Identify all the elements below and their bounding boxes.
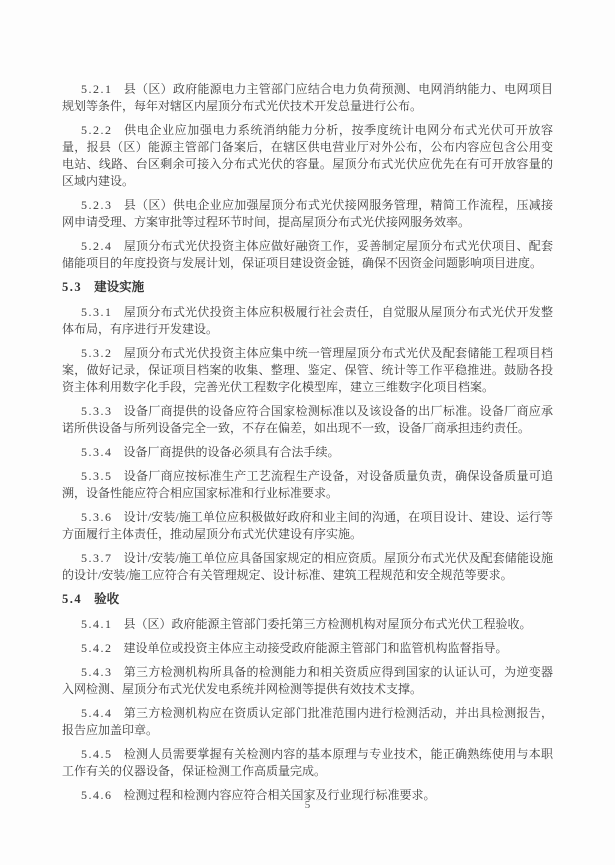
clause-text: 县（区）供电企业应加强屋顶分布式光伏接网服务管理，精简工作流程，压减接网申请受理、方案审批等过程环节时间，提高屋顶分布式光伏接网服务效率。 (62, 198, 553, 229)
clause-5-4-1 (62, 616, 553, 633)
clause-number: 5.4.1 (81, 617, 113, 631)
clause-text: 设计/安装/施工单位应积极做好政府和业主间的沟通，在项目设计、建设、运行等方面履行主体责任，推动屋顶分布式光伏建设有序实施。 (62, 510, 553, 541)
clause-5-3-6 (62, 509, 553, 543)
clause-number: 5.4.3 (81, 665, 113, 679)
clause-text: 设计/安装/施工单位应具备国家规定的相应资质。屋顶分布式光伏及配套储能设施的设计/安装/施工应符合有关管理规定、设计标准、建筑工程规范和安全规范等要求。 (62, 551, 553, 582)
clause-text: 县（区）政府能源主管部门委托第三方检测机构对屋顶分布式光伏工程验收。 (123, 617, 532, 631)
clause-number: 5.3.4 (81, 445, 113, 459)
clause-text: 屋顶分布式光伏投资主体应积极履行社会责任，自觉服从屋顶分布式光伏开发整体布局，有序进行开发建设。 (62, 305, 553, 336)
clause-number: 5.4.4 (81, 706, 113, 720)
clause-5-4-3 (62, 664, 553, 698)
clause-text: 建设单位或投资主体应主动接受政府能源主管部门和监管机构监督指导。 (123, 641, 508, 655)
clause-5-4-5 (62, 746, 553, 780)
clause-number: 5.4.5 (81, 747, 113, 761)
section-number: 5.4 (62, 592, 83, 606)
section-title: 验收 (94, 592, 120, 606)
section-number: 5.3 (62, 280, 83, 294)
document-body (62, 81, 553, 811)
clause-text: 供电企业应加强电力系统消纳能力分析，按季度统计电网分布式光伏可开放容量，报县（区）能源主管部门备案后，在辖区供电营业厅对外公布，公布内容应包含公用变电站、线路、台区剩余可接入分布式光伏的容量。屋顶分布式光伏应优先在有可开放容量的区域内建设。 (62, 123, 553, 188)
clause-text: 屋顶分布式光伏投资主体应做好融资工作，妥善制定屋顶分布式光伏项目、配套储能项目的年度投资与发展计划，保证项目建设资金链，确保不因资金问题影响项目进度。 (62, 239, 553, 270)
clause-text: 设备厂商提供的设备应符合国家检测标准以及该设备的出厂标准。设备厂商应承诺所供设备与所列设备完全一致，不存在偏差，如出现不一致，设备厂商承担违约责任。 (62, 404, 553, 435)
clause-5-3-1 (62, 304, 553, 338)
clause-5-4-2 (62, 640, 553, 657)
clause-text: 第三方检测机构所具备的检测能力和相关资质应得到国家的认证认可，为逆变器入网检测、屋顶分布式光伏发电系统并网检测等提供有效技术支撑。 (62, 665, 553, 696)
clause-5-2-3 (62, 197, 553, 231)
clause-number: 5.2.3 (81, 198, 113, 212)
section-heading-5-3 (62, 279, 553, 296)
clause-text: 第三方检测机构应在资质认定部门批准范围内进行检测活动，并出具检测报告，报告应加盖印章。 (62, 706, 553, 737)
clause-number: 5.2.2 (81, 123, 113, 137)
clause-number: 5.3.7 (81, 551, 113, 565)
clause-number: 5.3.1 (81, 305, 113, 319)
clause-5-2-4 (62, 238, 553, 272)
section-heading-5-4 (62, 591, 553, 608)
clause-number: 5.3.5 (81, 469, 113, 483)
clause-5-3-2 (62, 345, 553, 396)
clause-number: 5.4.2 (81, 641, 113, 655)
clause-5-3-3 (62, 403, 553, 437)
page-number: 5 (304, 799, 311, 811)
clause-number: 5.4.6 (81, 788, 113, 802)
section-title: 建设实施 (94, 280, 145, 294)
clause-5-3-5 (62, 468, 553, 502)
clause-text: 县（区）政府能源电力主管部门应结合电力负荷预测、电网消纳能力、电网项目规划等条件，每年对辖区内屋顶分布式光伏技术开发总量进行公布。 (62, 82, 553, 113)
clause-number: 5.3.2 (81, 346, 113, 360)
clause-number: 5.2.1 (81, 82, 113, 96)
clause-number: 5.3.6 (81, 510, 113, 524)
clause-text: 设备厂商应按标准生产工艺流程生产设备，对设备质量负责，确保设备质量可追溯，设备性能应符合相应国家标准和行业标准要求。 (62, 469, 553, 500)
clause-5-4-4 (62, 705, 553, 739)
clause-5-2-2 (62, 122, 553, 190)
clause-text: 屋顶分布式光伏投资主体应集中统一管理屋顶分布式光伏及配套储能工程项目档案，做好记录，保证项目档案的收集、整理、鉴定、保管、统计等工作平稳推进。鼓励各投资主体利用数字化手段，完善光伏工程数字化模型库，建立三维数字化项目档案。 (62, 346, 553, 394)
clause-number: 5.2.4 (81, 239, 113, 253)
clause-5-2-1 (62, 81, 553, 115)
clause-number: 5.3.3 (81, 404, 113, 418)
clause-5-3-4 (62, 444, 553, 461)
clause-text: 设备厂商提供的设备必须具有合法手续。 (123, 445, 340, 459)
clause-text: 检测过程和检测内容应符合相关国家及行业现行标准要求。 (123, 788, 436, 802)
clause-5-3-7 (62, 550, 553, 584)
clause-text: 检测人员需要掌握有关检测内容的基本原理与专业技术，能正确熟练使用与本职工作有关的仪器设备，保证检测工作高质量完成。 (62, 747, 553, 778)
